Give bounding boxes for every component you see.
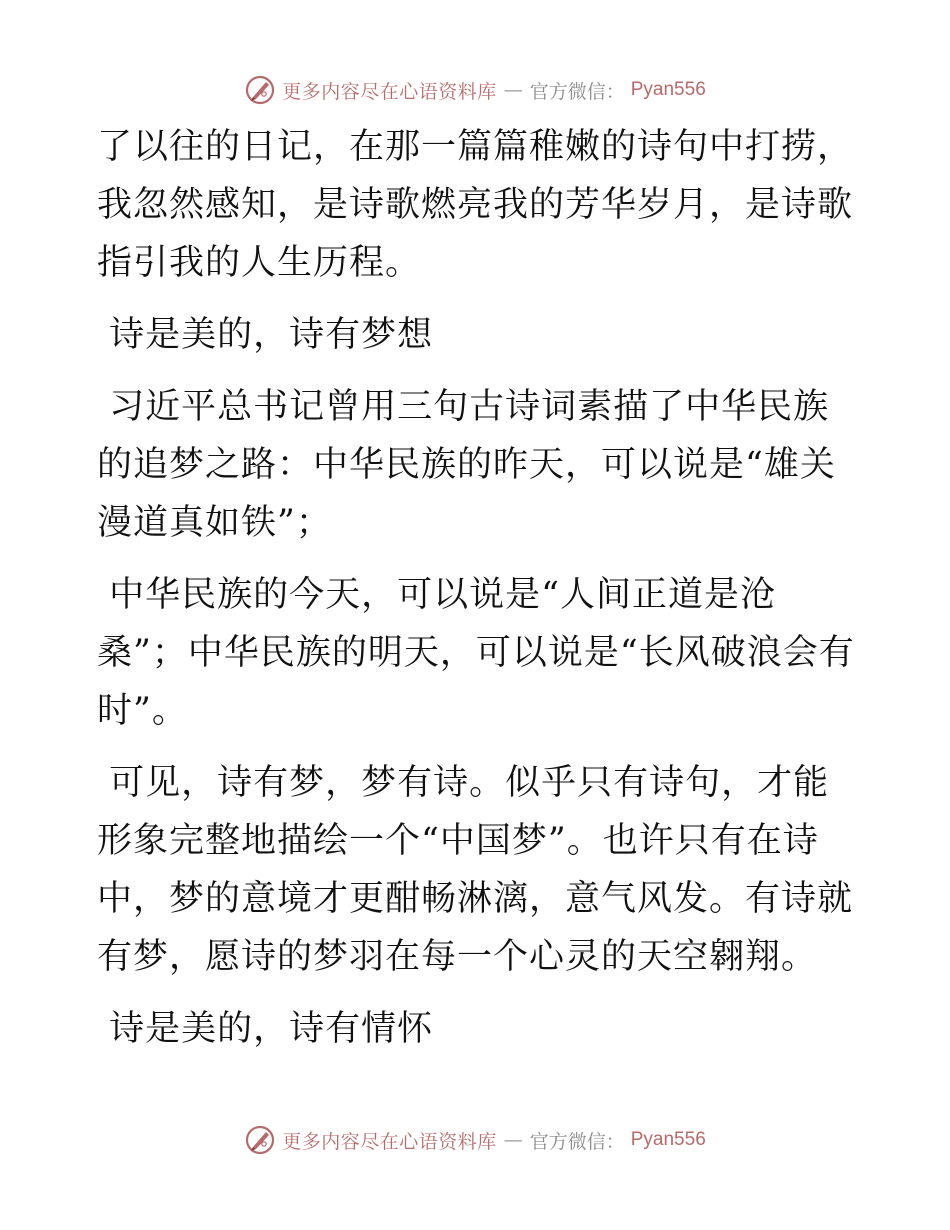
banner-wechat-id: Pyan556 <box>630 79 706 100</box>
quill-pen-logo-icon <box>244 1124 276 1156</box>
banner-site-text: 更多内容尽在心语资料库 <box>282 80 497 103</box>
paragraph-today-tomorrow: 中华民族的今天，可以说是“人间正道是沧桑”；中华民族的明天，可以说是“长风破浪会有时”。 <box>97 575 855 731</box>
quill-pen-logo-icon <box>244 74 276 106</box>
banner-wechat-label: 官方微信： <box>529 80 625 103</box>
document-body <box>97 118 857 1072</box>
banner-wechat-label: 官方微信： <box>529 1130 625 1153</box>
paragraph-china-dream: 可见，诗有梦，梦有诗。似乎只有诗句，才能形象完整地描绘一个“中国梦”。也许只有在诗中，梦的意境才更酣畅淋漓，意气风发。有诗就有梦，愿诗的梦羽在每一个心灵的天空翱翔。 <box>97 763 854 977</box>
banner-dash: — <box>503 79 523 101</box>
section-heading-dream: 诗是美的，诗有梦想 <box>97 315 434 355</box>
header-banner <box>0 70 950 110</box>
banner-site-text: 更多内容尽在心语资料库 <box>282 1130 497 1153</box>
section-heading-feelings: 诗是美的，诗有情怀 <box>97 1009 434 1049</box>
paragraph-dream-path: 习近平总书记曾用三句古诗词素描了中华民族的追梦之路：中华民族的昨天，可以说是“雄关漫道真如铁”； <box>97 387 836 543</box>
banner-dash: — <box>503 1129 523 1151</box>
footer-banner <box>0 1120 950 1160</box>
paragraph-diary: 了以往的日记，在那一篇篇稚嫩的诗句中打捞，我忽然感知，是诗歌燃亮我的芳华岁月，是诗歌指引我的人生历程。 <box>97 127 854 283</box>
banner-wechat-id: Pyan556 <box>630 1129 706 1150</box>
